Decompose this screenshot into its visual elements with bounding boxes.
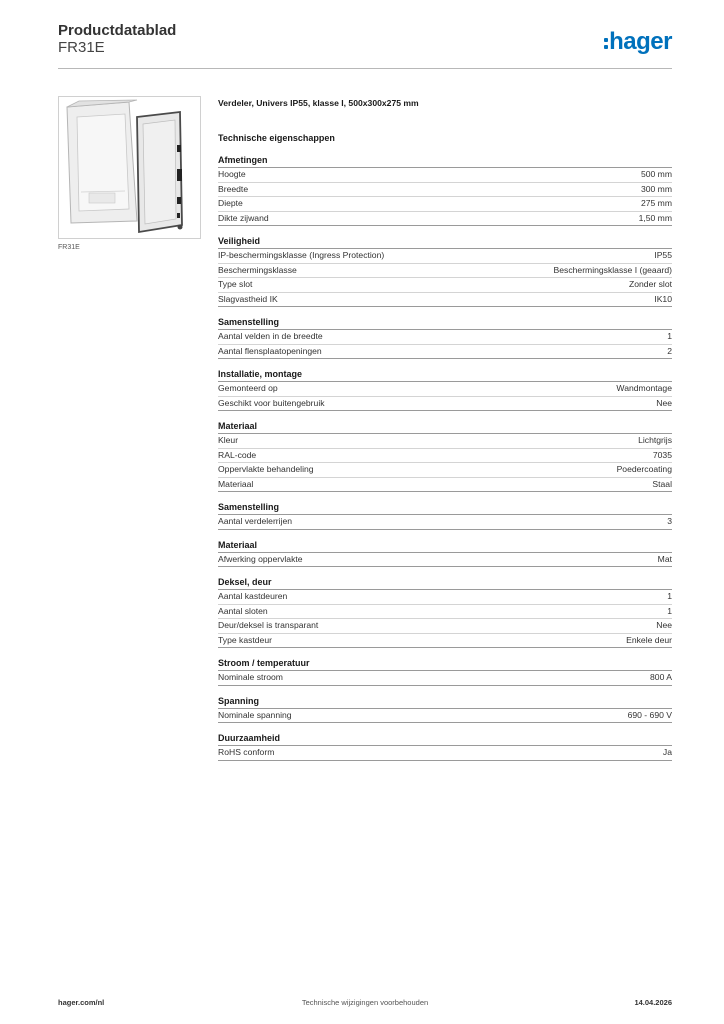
enclosure-icon	[59, 97, 200, 238]
footer-date: 14.04.2026	[634, 998, 672, 1007]
spec-row	[218, 264, 672, 279]
spec-label: Nominale spanning	[218, 709, 292, 720]
spec-label: Gemonteerd op	[218, 383, 278, 393]
spec-group	[218, 367, 672, 411]
spec-value: Ja	[662, 747, 672, 757]
spec-row	[218, 746, 672, 761]
spec-value: IK10	[654, 293, 672, 304]
spec-value: Staal	[652, 478, 672, 489]
spec-row	[218, 434, 672, 449]
spec-value: 7035	[652, 449, 672, 460]
spec-group-title: Spanning	[218, 694, 672, 709]
spec-row	[218, 212, 672, 227]
spec-group	[218, 419, 672, 492]
spec-label: Dikte zijwand	[218, 212, 269, 223]
spec-value: 690 - 690 V	[627, 709, 672, 720]
spec-value: Nee	[656, 397, 672, 408]
spec-value: 2	[667, 345, 672, 356]
spec-group-title: Duurzaamheid	[218, 731, 672, 746]
spec-label: Aantal kastdeuren	[218, 591, 288, 601]
spec-row	[218, 293, 672, 308]
spec-label: Geschikt voor buitengebruik	[218, 397, 325, 408]
spec-row	[218, 709, 672, 724]
spec-label: IP-beschermingsklasse (Ingress Protection)	[218, 250, 385, 260]
spec-label: Aantal verdelerrijen	[218, 516, 293, 526]
hager-logo	[604, 28, 672, 56]
spec-value: 275 mm	[640, 198, 672, 208]
spec-row	[218, 463, 672, 478]
spec-value: Nee	[656, 620, 672, 630]
spec-row	[218, 183, 672, 198]
product-name: Verdeler, Univers IP55, klasse I, 500x300x275 mm	[218, 98, 419, 108]
product-code: FR31E	[58, 39, 105, 56]
spec-group	[218, 731, 672, 761]
spec-row	[218, 478, 672, 493]
spec-value: Enkele deur	[626, 634, 672, 645]
page-title: Productdatablad	[58, 22, 177, 39]
footer-website: hager.com/nl	[58, 998, 105, 1007]
spec-group	[218, 538, 672, 568]
spec-group-title: Deksel, deur	[218, 575, 672, 590]
spec-value: IP55	[654, 250, 672, 260]
spec-group	[218, 234, 672, 307]
spec-value: 800 A	[650, 672, 672, 682]
spec-row	[218, 168, 672, 183]
spec-label: Type kastdeur	[218, 634, 272, 645]
spec-label: Aantal sloten	[218, 605, 268, 616]
spec-row	[218, 605, 672, 620]
spec-value: 300 mm	[640, 183, 672, 194]
spec-group	[218, 575, 672, 648]
product-image	[58, 96, 201, 239]
spec-value: 1	[667, 331, 672, 341]
spec-row	[218, 278, 672, 293]
spec-group	[218, 500, 672, 530]
spec-row	[218, 671, 672, 686]
spec-label: RoHS conform	[218, 747, 275, 757]
spec-group	[218, 153, 672, 226]
spec-value: 1,50 mm	[638, 212, 672, 223]
spec-group-title: Afmetingen	[218, 153, 672, 168]
spec-group-title: Samenstelling	[218, 315, 672, 330]
spec-value: 500 mm	[640, 169, 672, 179]
spec-label: Diepte	[218, 198, 243, 208]
logo-dots-icon	[604, 38, 608, 49]
spec-group-title: Installatie, montage	[218, 367, 672, 382]
spec-label: Kleur	[218, 435, 239, 445]
spec-value: Lichtgrijs	[638, 435, 672, 445]
spec-label: Nominale stroom	[218, 672, 283, 682]
spec-group	[218, 315, 672, 359]
spec-label: Aantal flensplaatopeningen	[218, 345, 322, 356]
spec-label: RAL-code	[218, 449, 257, 460]
spec-value: 1	[667, 605, 672, 616]
spec-label: Slagvastheid IK	[218, 293, 278, 304]
spec-label: Oppervlakte behandeling	[218, 464, 314, 474]
spec-group	[218, 694, 672, 724]
spec-label: Hoogte	[218, 169, 246, 179]
section-heading: Technische eigenschappen	[218, 133, 335, 143]
spec-group-title: Materiaal	[218, 419, 672, 434]
header-divider	[58, 68, 672, 69]
spec-row	[218, 515, 672, 530]
spec-row	[218, 382, 672, 397]
spec-value: 3	[667, 516, 672, 526]
spec-value: Beschermingsklasse I (geaard)	[553, 264, 672, 275]
spec-row	[218, 330, 672, 345]
spec-label: Deur/deksel is transparant	[218, 620, 319, 630]
spec-label: Afwerking oppervlakte	[218, 553, 303, 564]
spec-row	[218, 345, 672, 360]
spec-label: Type slot	[218, 279, 253, 289]
logo-text: hager	[609, 28, 672, 55]
spec-value: Zonder slot	[629, 279, 672, 289]
spec-value: Poedercoating	[616, 464, 672, 474]
spec-label: Aantal velden in de breedte	[218, 331, 323, 341]
spec-label: Materiaal	[218, 478, 254, 489]
spec-content	[218, 96, 672, 761]
spec-group-title: Materiaal	[218, 538, 672, 553]
spec-row	[218, 397, 672, 412]
spec-group	[218, 656, 672, 686]
spec-row	[218, 249, 672, 264]
spec-row	[218, 197, 672, 212]
spec-group-title: Stroom / temperatuur	[218, 656, 672, 671]
spec-value: 1	[667, 591, 672, 601]
spec-row	[218, 634, 672, 649]
spec-groups	[218, 153, 672, 761]
spec-row	[218, 590, 672, 605]
footer-disclaimer: Technische wijzigingen voorbehouden	[301, 998, 429, 1007]
spec-group-title: Veiligheid	[218, 234, 672, 249]
spec-value: Mat	[657, 553, 672, 564]
spec-row	[218, 449, 672, 464]
spec-group-title: Samenstelling	[218, 500, 672, 515]
spec-row	[218, 553, 672, 568]
spec-row	[218, 619, 672, 634]
spec-value: Wandmontage	[616, 383, 672, 393]
image-caption: FR31E	[58, 244, 80, 251]
spec-label: Breedte	[218, 183, 249, 194]
spec-label: Beschermingsklasse	[218, 264, 297, 275]
